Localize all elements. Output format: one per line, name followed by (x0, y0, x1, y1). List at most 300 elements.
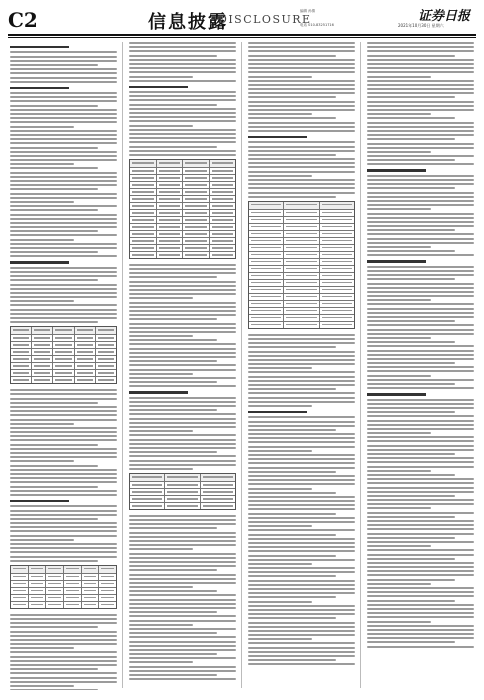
table-cell (165, 496, 200, 502)
table-cell (75, 335, 96, 341)
body-text-line (10, 522, 117, 524)
table-cell (249, 238, 284, 244)
table-row (130, 196, 235, 203)
table-cell (157, 210, 184, 216)
body-text-line (129, 369, 236, 371)
body-text-line (248, 71, 355, 73)
body-text-line (129, 141, 236, 143)
body-text-line (10, 656, 117, 658)
table-cell (165, 474, 200, 481)
body-text-line (367, 55, 455, 57)
table-cell (320, 322, 354, 328)
body-text-line (248, 483, 355, 485)
section-title-en: DISCLOSURE (218, 13, 312, 26)
table-row (130, 474, 235, 482)
body-text-line (367, 308, 474, 310)
table-row (11, 370, 116, 377)
table-cell (284, 245, 319, 251)
body-text-line (129, 413, 236, 415)
table-row (249, 301, 354, 308)
body-text-line (129, 356, 236, 358)
body-text-line (248, 416, 355, 418)
body-text-line (248, 651, 355, 653)
body-text-line (367, 453, 455, 455)
table-cell (157, 238, 184, 244)
body-text-line (10, 435, 117, 437)
body-text-line (367, 625, 474, 627)
body-text-line (367, 633, 474, 635)
table-cell (249, 245, 284, 251)
body-text-line (10, 681, 117, 683)
body-text-line (10, 389, 117, 391)
body-text-line (10, 427, 117, 429)
body-text-line (10, 539, 74, 541)
table-cell (11, 588, 29, 594)
table-cell (32, 342, 53, 348)
body-text-line (10, 664, 117, 666)
table-cell (320, 280, 354, 286)
body-text-line (129, 620, 236, 622)
body-text-line (367, 238, 474, 240)
body-text-line (367, 541, 474, 543)
table-cell (157, 231, 184, 237)
header-rule (8, 34, 476, 36)
body-text-line (248, 475, 355, 477)
body-text-line (10, 117, 117, 119)
table-cell (53, 363, 74, 369)
body-text-line (367, 105, 474, 107)
body-text-line (129, 50, 236, 52)
body-text-line (129, 116, 236, 118)
body-text-line (248, 521, 355, 523)
body-text-line (129, 154, 236, 156)
body-text-line (248, 596, 336, 598)
table-cell (320, 294, 354, 300)
table-cell (320, 202, 354, 209)
body-text-line (367, 604, 474, 606)
table-cell (183, 238, 210, 244)
table-cell (284, 238, 319, 244)
table-cell (32, 363, 53, 369)
body-text-line (129, 611, 217, 613)
table-cell (284, 322, 319, 328)
table-cell (249, 202, 284, 209)
body-text-line (367, 329, 474, 331)
body-text-line (367, 312, 474, 314)
table-cell (96, 335, 116, 341)
body-text-line (10, 197, 117, 199)
table-cell (249, 259, 284, 265)
body-text-line (367, 88, 474, 90)
body-text-line (248, 571, 355, 573)
body-text-line (248, 496, 355, 498)
body-text-line (367, 200, 474, 202)
body-text-line (367, 134, 474, 136)
body-text-line (10, 56, 117, 58)
text-column-3 (248, 42, 355, 690)
body-text-line (129, 137, 236, 139)
body-text-line (10, 267, 117, 269)
table-row (249, 294, 354, 301)
body-text-line (367, 274, 474, 276)
table-cell (320, 259, 354, 265)
body-text-line (10, 159, 117, 161)
body-text-line (129, 536, 236, 538)
text-column-2 (129, 42, 236, 690)
body-text-line (10, 64, 98, 66)
table-row (249, 273, 354, 280)
body-text-line (10, 51, 117, 53)
body-text-line (129, 112, 236, 114)
body-text-line (248, 401, 355, 403)
table-cell (183, 245, 210, 251)
body-text-line (367, 399, 474, 401)
body-text-line (367, 122, 474, 124)
body-text-line (10, 473, 117, 475)
body-text-line (10, 560, 98, 562)
body-text-line (367, 254, 474, 256)
body-text-line (248, 492, 336, 494)
body-text-line (248, 458, 355, 460)
body-text-line (367, 287, 474, 289)
table-cell (210, 238, 236, 244)
body-text-line (367, 457, 474, 459)
table-cell (130, 231, 157, 237)
body-text-line (248, 63, 355, 65)
body-text-line (129, 636, 236, 638)
table-cell (96, 370, 116, 376)
body-text-line (248, 55, 336, 57)
table-cell (130, 482, 165, 488)
body-text-line (367, 299, 431, 301)
body-text-line (248, 529, 355, 531)
table-cell (99, 602, 116, 608)
body-text-line (367, 291, 474, 293)
body-text-line (248, 584, 355, 586)
body-text-line (129, 426, 236, 428)
body-text-line (129, 285, 236, 287)
table-cell (130, 252, 157, 258)
body-text-line (367, 478, 474, 480)
contact-line: 电话 010-83251716 (300, 23, 334, 27)
subheading-line (10, 46, 69, 48)
body-text-line (129, 335, 193, 337)
body-text-line (10, 668, 98, 670)
body-text-line (248, 601, 312, 603)
body-text-line (367, 411, 455, 413)
body-text-line (248, 175, 312, 177)
body-text-line (10, 481, 117, 483)
table-cell (11, 342, 32, 348)
body-text-line (129, 59, 236, 61)
body-text-line (129, 67, 236, 69)
table-cell (96, 356, 116, 362)
body-text-line (367, 583, 431, 585)
body-text-line (367, 608, 474, 610)
body-text-line (10, 72, 117, 74)
table-row (130, 217, 235, 224)
body-text-line (10, 486, 98, 488)
table-cell (82, 581, 100, 587)
table-cell (130, 503, 165, 509)
table-cell (284, 217, 319, 223)
body-text-line (367, 333, 474, 335)
table-cell (284, 315, 319, 321)
column-divider (241, 42, 242, 688)
body-text-line (129, 557, 236, 559)
table-cell (130, 238, 157, 244)
body-text-line (367, 499, 474, 501)
body-text-line (10, 247, 117, 249)
body-text-line (10, 214, 117, 216)
body-text-line (248, 575, 336, 577)
body-text-line (10, 255, 117, 257)
body-text-line (10, 109, 117, 111)
body-text-line (367, 375, 431, 377)
table-cell (11, 602, 29, 608)
body-text-line (367, 337, 431, 339)
table-cell (320, 210, 354, 216)
data-table (10, 326, 117, 384)
body-text-line (129, 678, 236, 680)
body-text-line (129, 405, 236, 407)
body-text-line (367, 587, 474, 589)
body-text-line (248, 425, 355, 427)
table-cell (157, 168, 184, 174)
body-text-line (10, 163, 74, 165)
table-cell (32, 356, 53, 362)
body-text-line (367, 420, 474, 422)
body-text-line (10, 81, 117, 83)
body-text-line (367, 63, 474, 65)
body-text-line (10, 514, 117, 516)
table-cell (165, 489, 200, 495)
body-text-line (367, 554, 474, 556)
table-cell (130, 160, 157, 167)
body-text-line (129, 306, 236, 308)
body-text-line (10, 239, 74, 241)
body-text-line (248, 363, 355, 365)
body-text-line (10, 147, 98, 149)
table-row (130, 210, 235, 217)
table-cell (249, 315, 284, 321)
table-cell (11, 335, 32, 341)
body-text-line (129, 276, 217, 278)
body-text-line (129, 649, 236, 651)
body-text-line (248, 117, 336, 119)
body-text-line (367, 159, 455, 161)
body-text-line (129, 281, 236, 283)
body-text-line (10, 448, 117, 450)
body-text-line (367, 549, 474, 551)
body-text-line (10, 138, 117, 140)
body-text-line (129, 574, 236, 576)
body-text-line (10, 313, 117, 315)
table-cell (130, 217, 157, 223)
body-text-line (367, 341, 455, 343)
body-text-line (10, 689, 98, 690)
body-text-line (10, 622, 117, 624)
table-cell (183, 175, 210, 181)
table-row (130, 189, 235, 196)
body-text-line (129, 352, 236, 354)
table-row (249, 315, 354, 322)
body-text-line (10, 222, 117, 224)
table-cell (249, 294, 284, 300)
table-cell (210, 196, 236, 202)
table-row (11, 335, 116, 342)
body-text-line (129, 264, 236, 266)
body-text-line (10, 126, 74, 128)
body-text-line (129, 430, 193, 432)
body-text-line (248, 162, 355, 164)
table-row (130, 496, 235, 503)
body-text-line (10, 271, 117, 273)
table-cell (320, 301, 354, 307)
table-row (249, 259, 354, 266)
body-text-line (367, 59, 474, 61)
table-cell (320, 231, 354, 237)
body-text-line (367, 42, 474, 44)
table-cell (157, 196, 184, 202)
table-cell (249, 273, 284, 279)
table-cell (75, 363, 96, 369)
table-cell (284, 280, 319, 286)
table-cell (157, 175, 184, 181)
body-text-line (248, 433, 355, 435)
body-text-line (129, 108, 236, 110)
table-cell (284, 210, 319, 216)
body-text-line (367, 130, 474, 132)
body-text-line (129, 540, 236, 542)
table-cell (64, 566, 82, 573)
body-text-line (10, 452, 117, 454)
table-cell (29, 602, 47, 608)
body-text-line (129, 310, 236, 312)
table-row (249, 280, 354, 287)
body-text-line (10, 134, 117, 136)
table-cell (183, 160, 210, 167)
table-cell (201, 482, 235, 488)
body-text-line (248, 638, 312, 640)
body-text-line (248, 588, 355, 590)
table-row (130, 482, 235, 489)
body-text-line (367, 646, 474, 648)
body-text-line (248, 563, 312, 565)
table-cell (11, 595, 29, 601)
body-text-line (129, 76, 193, 78)
table-cell (183, 252, 210, 258)
data-table (10, 565, 117, 609)
table-cell (99, 588, 116, 594)
body-text-line (248, 613, 355, 615)
body-text-line (367, 179, 474, 181)
table-cell (64, 574, 82, 580)
body-text-line (367, 242, 474, 244)
table-cell (82, 566, 100, 573)
table-cell (82, 602, 100, 608)
table-cell (11, 356, 32, 362)
table-cell (320, 308, 354, 314)
body-text-line (367, 616, 474, 618)
table-cell (183, 182, 210, 188)
body-text-line (248, 334, 355, 336)
body-text-line (129, 71, 236, 73)
table-cell (157, 224, 184, 230)
body-text-line (367, 233, 474, 235)
body-text-line (129, 624, 193, 626)
body-text-line (248, 471, 336, 473)
body-text-line (367, 316, 474, 318)
table-cell (32, 327, 53, 334)
table-cell (183, 203, 210, 209)
body-text-line (248, 84, 355, 86)
body-text-line (10, 218, 117, 220)
table-cell (183, 210, 210, 216)
text-column-1 (10, 42, 117, 690)
body-text-line (10, 167, 98, 169)
body-text-line (10, 505, 117, 507)
body-text-line (248, 351, 355, 353)
body-text-line (248, 146, 355, 148)
table-row (130, 231, 235, 238)
body-text-line (367, 621, 431, 623)
body-text-line (248, 376, 355, 378)
body-text-line (129, 615, 236, 617)
body-text-line (248, 42, 355, 44)
body-text-line (248, 187, 355, 189)
body-text-line (367, 474, 455, 476)
table-row (11, 581, 116, 588)
body-text-line (248, 450, 312, 452)
body-text-line (367, 196, 474, 198)
table-cell (11, 327, 32, 334)
body-text-line (129, 104, 217, 106)
body-text-line (367, 208, 431, 210)
table-cell (320, 315, 354, 321)
body-text-line (248, 488, 312, 490)
body-text-line (367, 117, 455, 119)
editor-credit: 编辑 孙倩 (300, 9, 316, 13)
table-cell (249, 231, 284, 237)
table-cell (64, 595, 82, 601)
body-text-line (10, 643, 117, 645)
table-row (130, 182, 235, 189)
table-cell (210, 189, 236, 195)
body-text-line (367, 537, 455, 539)
body-text-line (367, 350, 474, 352)
table-cell (183, 231, 210, 237)
table-cell (96, 342, 116, 348)
body-text-line (248, 359, 355, 361)
body-text-line (129, 377, 236, 379)
body-text-line (10, 410, 117, 412)
body-text-line (248, 663, 355, 665)
body-text-line (129, 653, 217, 655)
table-cell (284, 231, 319, 237)
table-cell (130, 168, 157, 174)
body-text-line (248, 446, 355, 448)
body-text-line (367, 516, 455, 518)
body-text-line (248, 397, 355, 399)
body-text-line (248, 105, 355, 107)
table-row (11, 588, 116, 595)
body-text-line (248, 154, 336, 156)
table-cell (130, 189, 157, 195)
table-cell (249, 217, 284, 223)
body-text-line (367, 491, 474, 493)
body-text-line (248, 338, 355, 340)
